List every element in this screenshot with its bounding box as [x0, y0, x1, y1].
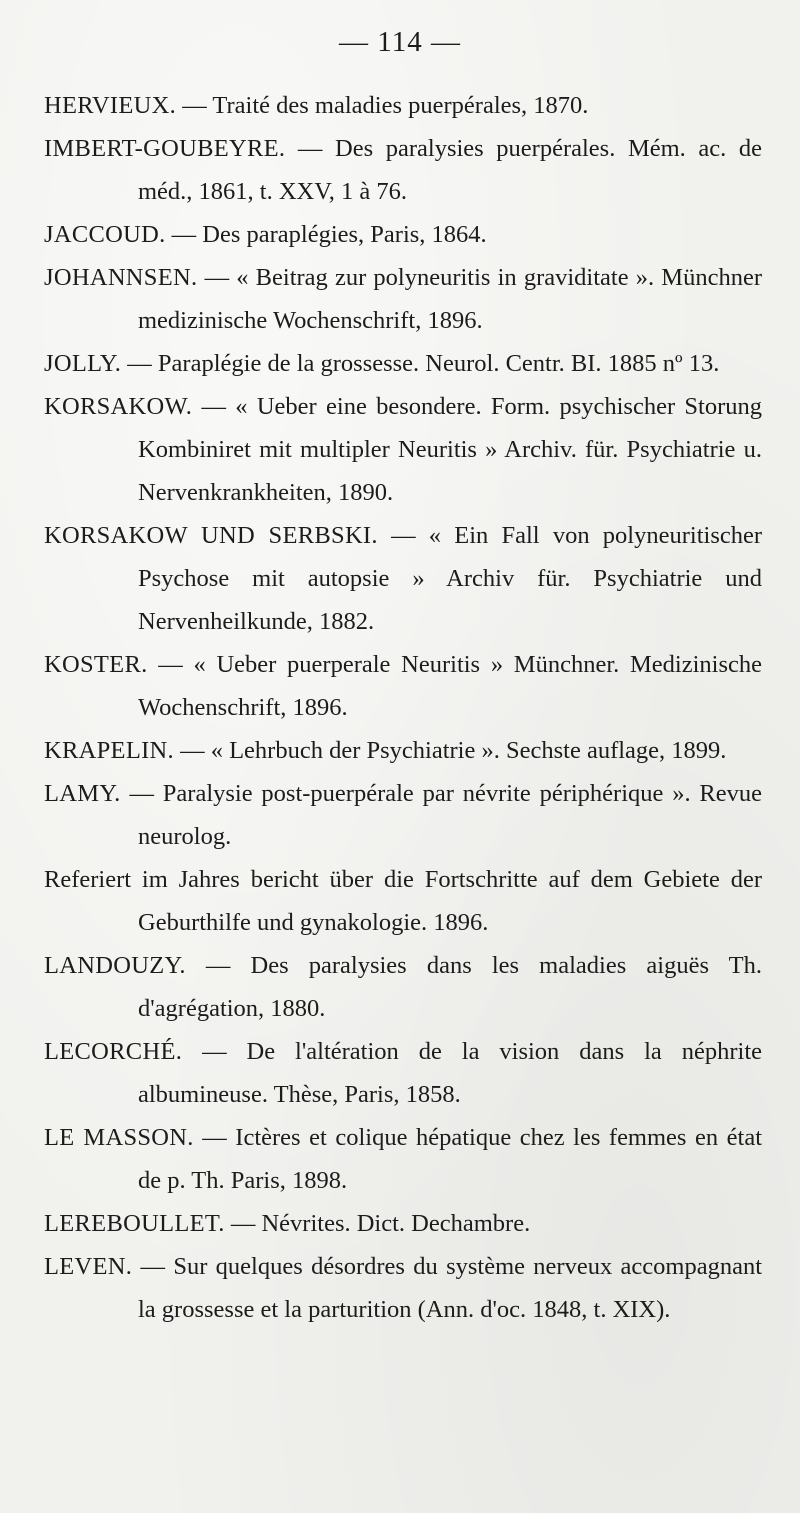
entry-author: LANDOUZY.: [44, 952, 186, 979]
entry-text: — Des paralysies dans les maladies aiguës Th. d'agrégation, 1880.: [138, 952, 762, 1022]
entry-author: LECORCHÉ.: [44, 1038, 183, 1065]
entry-author: HERVIEUX.: [44, 92, 177, 119]
entry-author: KORSAKOW UND SERBSKI.: [44, 522, 378, 549]
bibliography-entry: [44, 514, 762, 643]
bibliography-entry: [44, 1245, 762, 1331]
entry-author: KOSTER.: [44, 651, 148, 678]
entry-text: — « Ein Fall von polyneuritischer Psychose mit autopsie » Archiv für. Psychiatrie und Nervenheilkunde, 1882.: [138, 522, 763, 635]
bibliography-entry: [44, 84, 762, 127]
entry-text: — De l'altération de la vision dans la néphrite albumineuse. Thèse, Paris, 1858.: [138, 1038, 762, 1108]
entry-text: — Des paralysies puerpérales. Mém. ac. de méd., 1861, t. XXV, 1 à 76.: [138, 135, 762, 205]
page-number: — 114 —: [339, 26, 461, 58]
entry-author: JACCOUD.: [44, 221, 166, 248]
entry-author: LEREBOULLET.: [44, 1210, 225, 1237]
entry-text: — « Beitrag zur polyneuritis in graviditate ». Münchner medizinische Wochenschrift, 1896.: [138, 264, 762, 334]
entry-author: LE MASSON.: [44, 1124, 194, 1151]
bibliography-list: [44, 84, 762, 1331]
bibliography-entry: [44, 342, 762, 385]
entry-author: IMBERT-GOUBEYRE.: [44, 135, 286, 162]
entry-text: — « Lehrbuch der Psychiatrie ». Sechste auflage, 1899.: [180, 737, 727, 764]
entry-author: KORSAKOW.: [44, 393, 193, 420]
entry-text: — Névrites. Dict. Dechambre.: [230, 1210, 531, 1237]
bibliography-entry: [44, 729, 762, 772]
entry-note: Referiert im Jahres bericht über die Fortschritte auf dem Gebiete der Geburthilfe und gynakologie. 1896.: [44, 866, 762, 936]
entry-author: LEVEN.: [44, 1253, 133, 1280]
bibliography-entry: [44, 1116, 762, 1202]
entry-text: — Des paraplégies, Paris, 1864.: [171, 221, 487, 248]
bibliography-entry: [44, 385, 762, 514]
entry-text: — Sur quelques désordres du système nerveux accompagnant la grossesse et la parturition (Ann. d'oc. 1848, t. XIX).: [138, 1253, 762, 1323]
entry-author: LAMY.: [44, 780, 121, 807]
entry-author: JOLLY.: [44, 350, 122, 377]
bibliography-entry: [44, 213, 762, 256]
entry-text: — Ictères et colique hépatique chez les femmes en état de p. Th. Paris, 1898.: [138, 1124, 763, 1194]
entry-author: JOHANNSEN.: [44, 264, 198, 291]
entry-text: — Traité des maladies puerpérales, 1870.: [182, 92, 589, 119]
bibliography-entry: [44, 1030, 762, 1116]
bibliography-entry: [44, 1202, 762, 1245]
bibliography-entry: [44, 772, 762, 944]
bibliography-entry: [44, 127, 762, 213]
bibliography-entry: [44, 643, 762, 729]
entry-author: KRAPELIN.: [44, 737, 174, 764]
entry-text: — « Ueber eine besondere. Form. psychischer Storung Kombiniret mit multipler Neuritis » Archiv. für. Psychiatrie u. Nervenkrankheiten, 1890.: [138, 393, 763, 506]
entry-text: — « Ueber puerperale Neuritis » Münchner. Medizinische Wochenschrift, 1896.: [138, 651, 762, 721]
bibliography-entry: [44, 256, 762, 342]
bibliography-entry: [44, 944, 762, 1030]
entry-text: — Paralysie post-puerpérale par névrite périphérique ». Revue neurolog.: [129, 780, 763, 850]
entry-text: — Paraplégie de la grossesse. Neurol. Centr. BI. 1885 nº 13.: [127, 350, 720, 377]
